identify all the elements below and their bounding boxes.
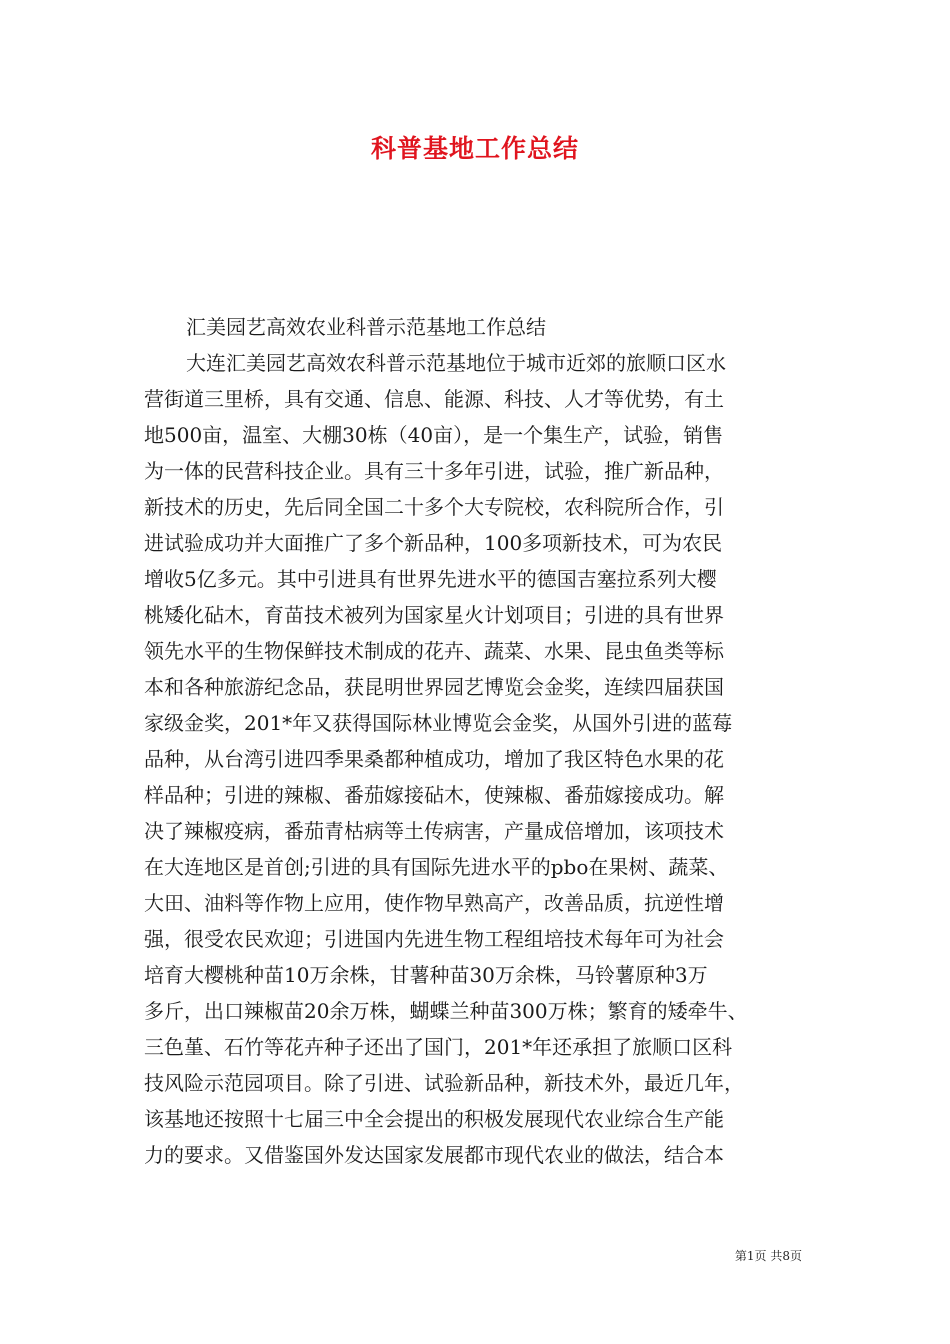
body-line: 家级金奖，201*年又获得国际林业博览会金奖，从国外引进的蓝莓 (144, 711, 733, 735)
body-line: 增收5亿多元。其中引进具有世界先进水平的德国吉塞拉系列大樱 (144, 567, 717, 591)
body-line: 领先水平的生物保鲜技术制成的花卉、蔬菜、水果、昆虫鱼类等标 (144, 639, 724, 663)
body-line: 该基地还按照十七届三中全会提出的积极发展现代农业综合生产能 (144, 1107, 724, 1131)
document-subheading: 汇美园艺高效农业科普示范基地工作总结 (186, 315, 546, 339)
body-line: 多斤，出口辣椒苗20余万株，蝴蝶兰种苗300万株；繁育的矮牵牛、 (144, 999, 748, 1023)
body-line: 品种，从台湾引进四季果桑都种植成功，增加了我区特色水果的花 (144, 747, 724, 771)
body-line: 大田、油料等作物上应用，使作物早熟高产，改善品质，抗逆性增 (144, 891, 724, 915)
body-line: 地500亩，温室、大棚30栋（40亩），是一个集生产，试验，销售 (144, 423, 724, 447)
body-line: 强，很受农民欢迎；引进国内先进生物工程组培技术每年可为社会 (144, 927, 724, 951)
body-line: 新技术的历史，先后同全国二十多个大专院校，农科院所合作，引 (144, 495, 724, 519)
body-line: 桃矮化砧木，育苗技术被列为国家星火计划项目；引进的具有世界 (144, 603, 724, 627)
document-title: 科普基地工作总结 (370, 134, 579, 163)
body-line: 力的要求。又借鉴国外发达国家发展都市现代农业的做法，结合本 (144, 1143, 724, 1167)
body-line: 进试验成功并大面推广了多个新品种，100多项新技术，可为农民 (144, 531, 723, 555)
page-number-footer: 第1页 共8页 (734, 1249, 802, 1263)
body-line: 在大连地区是首创;引进的具有国际先进水平的pbo在果树、蔬菜、 (144, 855, 729, 879)
document-body (144, 345, 814, 1173)
body-line: 营街道三里桥，具有交通、信息、能源、科技、人才等优势，有土 (144, 387, 724, 411)
body-line: 本和各种旅游纪念品，获昆明世界园艺博览会金奖，连续四届获国 (144, 675, 724, 699)
body-line: 为一体的民营科技企业。具有三十多年引进，试验，推广新品种， (144, 459, 724, 483)
body-line: 三色堇、石竹等花卉种子还出了国门，201*年还承担了旅顺口区科 (144, 1035, 733, 1059)
body-line: 大连汇美园艺高效农科普示范基地位于城市近郊的旅顺口区水 (186, 351, 726, 375)
body-line: 样品种；引进的辣椒、番茄嫁接砧木，使辣椒、番茄嫁接成功。解 (144, 783, 724, 807)
body-line: 培育大樱桃种苗10万余株，甘薯种苗30万余株，马铃薯原种3万 (144, 963, 708, 987)
body-line: 决了辣椒疫病，番茄青枯病等土传病害，产量成倍增加，该项技术 (144, 819, 724, 843)
body-line: 技风险示范园项目。除了引进、试验新品种，新技术外，最近几年， (144, 1071, 744, 1095)
